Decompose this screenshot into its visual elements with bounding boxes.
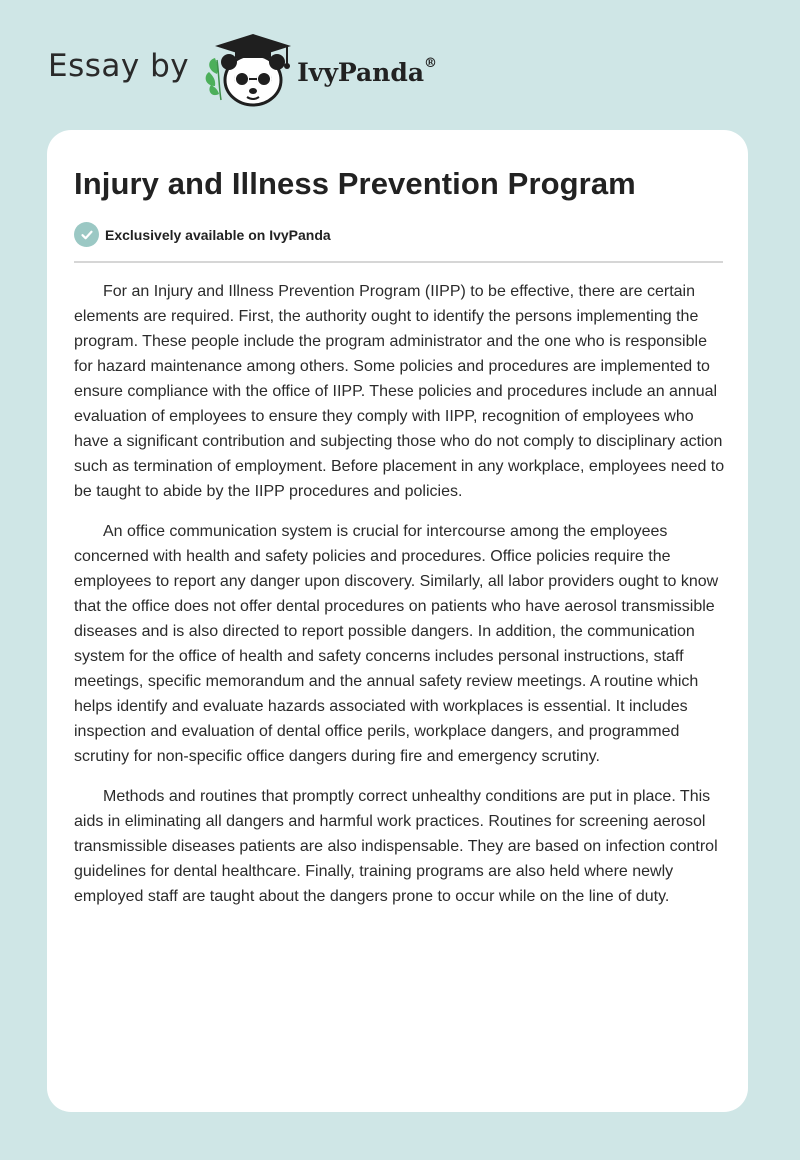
exclusive-badge-label: Exclusively available on IvyPanda: [105, 226, 331, 243]
registered-mark: ®: [424, 56, 438, 72]
essay-body: [74, 279, 726, 924]
essay-by-label: Essay by: [48, 48, 190, 84]
paragraph: An office communication system is crucial for intercourse among the employees concerned with health and safety policies and procedures. Office policies require the employees to report any danger upon discovery. Similarly, all labor providers ought to know that the office does not offer dental procedures on patients who have aerosol transmissible diseases and is also directed to report possible dangers. In addition, the communication system for the office of health and safety concerns includes personal instructions, staff meetings, specific memorandum and the annual safety review meetings. A routine which helps identify and evaluate hazards associated with workplaces is essential. It includes inspection and evaluation of dental office perils, workplace dangers, and programmed scrutiny for non-specific office dangers during fire and emergency scrutiny.: [74, 523, 719, 765]
panda-graduate-logo-icon[interactable]: [203, 30, 295, 110]
exclusive-badge: [74, 222, 331, 247]
check-icon: [74, 222, 99, 247]
brand-name-text: IvyPanda: [297, 57, 425, 87]
site-header: [48, 30, 437, 110]
paragraph: Methods and routines that promptly correct unhealthy conditions are put in place. This aids in eliminating all dangers and harmful work practices. Routines for screening aerosol transmissible diseases patients are also indispensable. They are based on infection control guidelines for dental healthcare. Finally, training programs are also held where newly employed staff are taught about the dangers prone to occur while on the line of duty.: [74, 788, 718, 905]
title-divider: [74, 261, 723, 263]
essay-card: [47, 130, 748, 1112]
page-title: Injury and Illness Prevention Program: [74, 166, 636, 201]
paragraph: For an Injury and Illness Prevention Program (IIPP) to be effective, there are certain elements are required. First, the authority ought to identify the persons implementing the program. These people include the program administrator and the one who is responsible for hazard maintenance among others. Some policies and procedures are implemented to ensure compliance with the office of IIPP. These policies and procedures include an annual evaluation of employees to ensure they comply with IIPP, recognition of employees who have a significant contribution and subjecting those who do not comply to disciplinary action such as termination of employment. Before placement in any workplace, employees need to be taught to abide by the IIPP procedures and policies.: [74, 283, 725, 500]
brand-name[interactable]: [297, 58, 437, 87]
